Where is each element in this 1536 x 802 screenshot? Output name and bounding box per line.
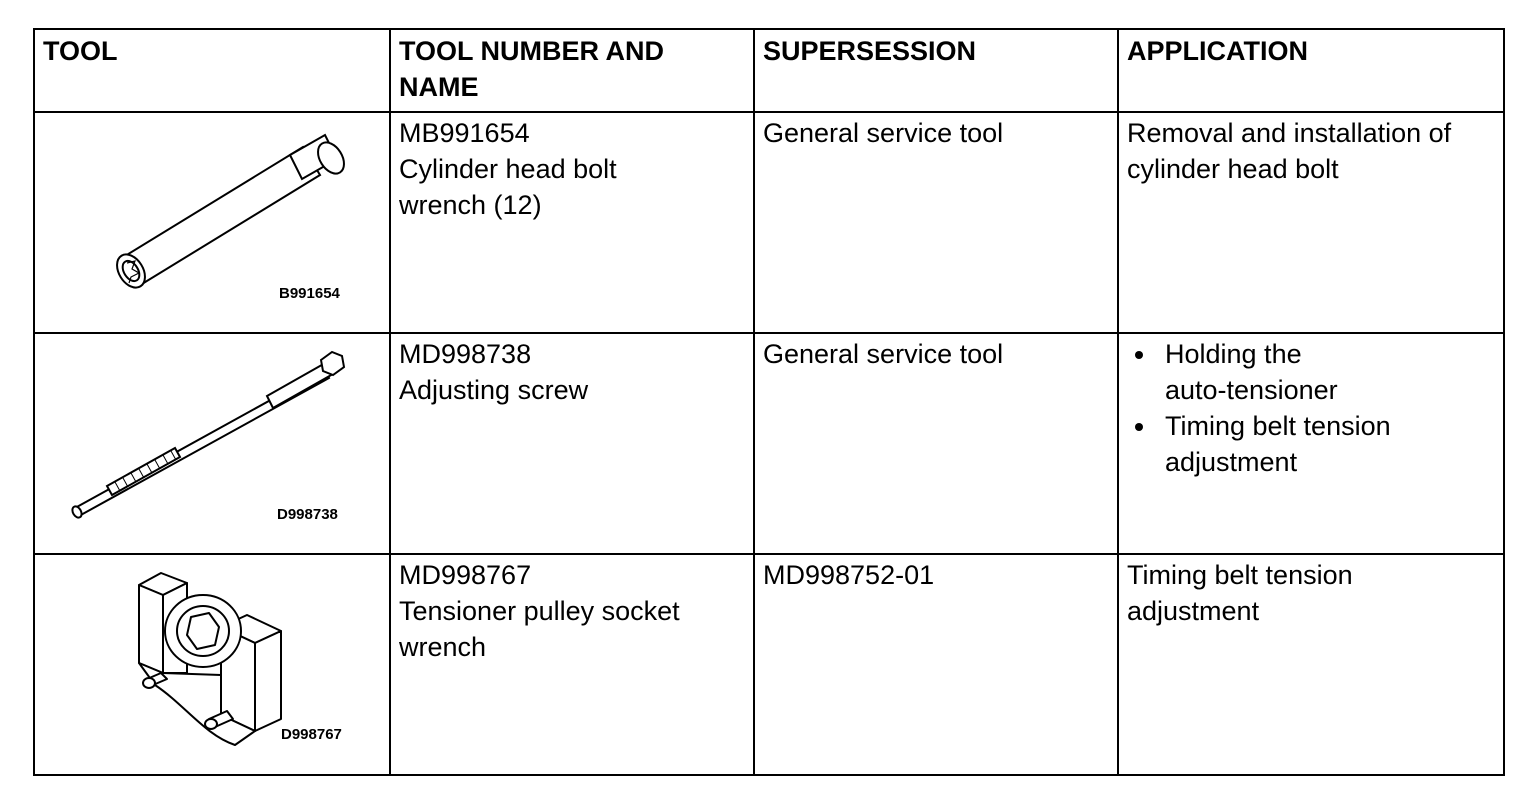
table-row	[34, 554, 1504, 775]
header-tool-number-and-name: TOOL NUMBER AND NAME	[390, 29, 754, 112]
supersession-cell: General service tool	[754, 333, 1118, 554]
list-item: Timing belt tension adjustment	[1165, 408, 1495, 480]
tool-number-and-name: MD998738 Adjusting screw	[390, 333, 754, 554]
header-application: APPLICATION	[1118, 29, 1504, 112]
supersession-cell: MD998752-01	[754, 554, 1118, 775]
tool-number-and-name: MB991654 Cylinder head bolt wrench (12)	[390, 112, 754, 333]
tool-code-label: B991654	[279, 285, 340, 302]
table-row	[34, 333, 1504, 554]
tool-number-and-name: MD998767 Tensioner pulley socket wrench	[390, 554, 754, 775]
header-supersession: SUPERSESSION	[754, 29, 1118, 112]
list-item: Holding the auto-tensioner	[1165, 336, 1495, 408]
tool-image-cell	[34, 112, 390, 333]
supersession-cell: General service tool	[754, 112, 1118, 333]
tool-code-label: D998738	[277, 506, 338, 523]
tool-image-cell	[34, 554, 390, 775]
application-bullet-list	[1127, 336, 1495, 480]
header-row	[34, 29, 1504, 112]
application-cell: Timing belt tension adjustment	[1118, 554, 1504, 775]
application-cell: Removal and installation of cylinder head bolt	[1118, 112, 1504, 333]
tool-image-cell	[34, 333, 390, 554]
special-tools-table	[33, 28, 1505, 776]
tool-code-label: D998767	[281, 726, 342, 743]
table-row	[34, 112, 1504, 333]
header-tool: TOOL	[34, 29, 390, 112]
application-cell	[1118, 333, 1504, 554]
